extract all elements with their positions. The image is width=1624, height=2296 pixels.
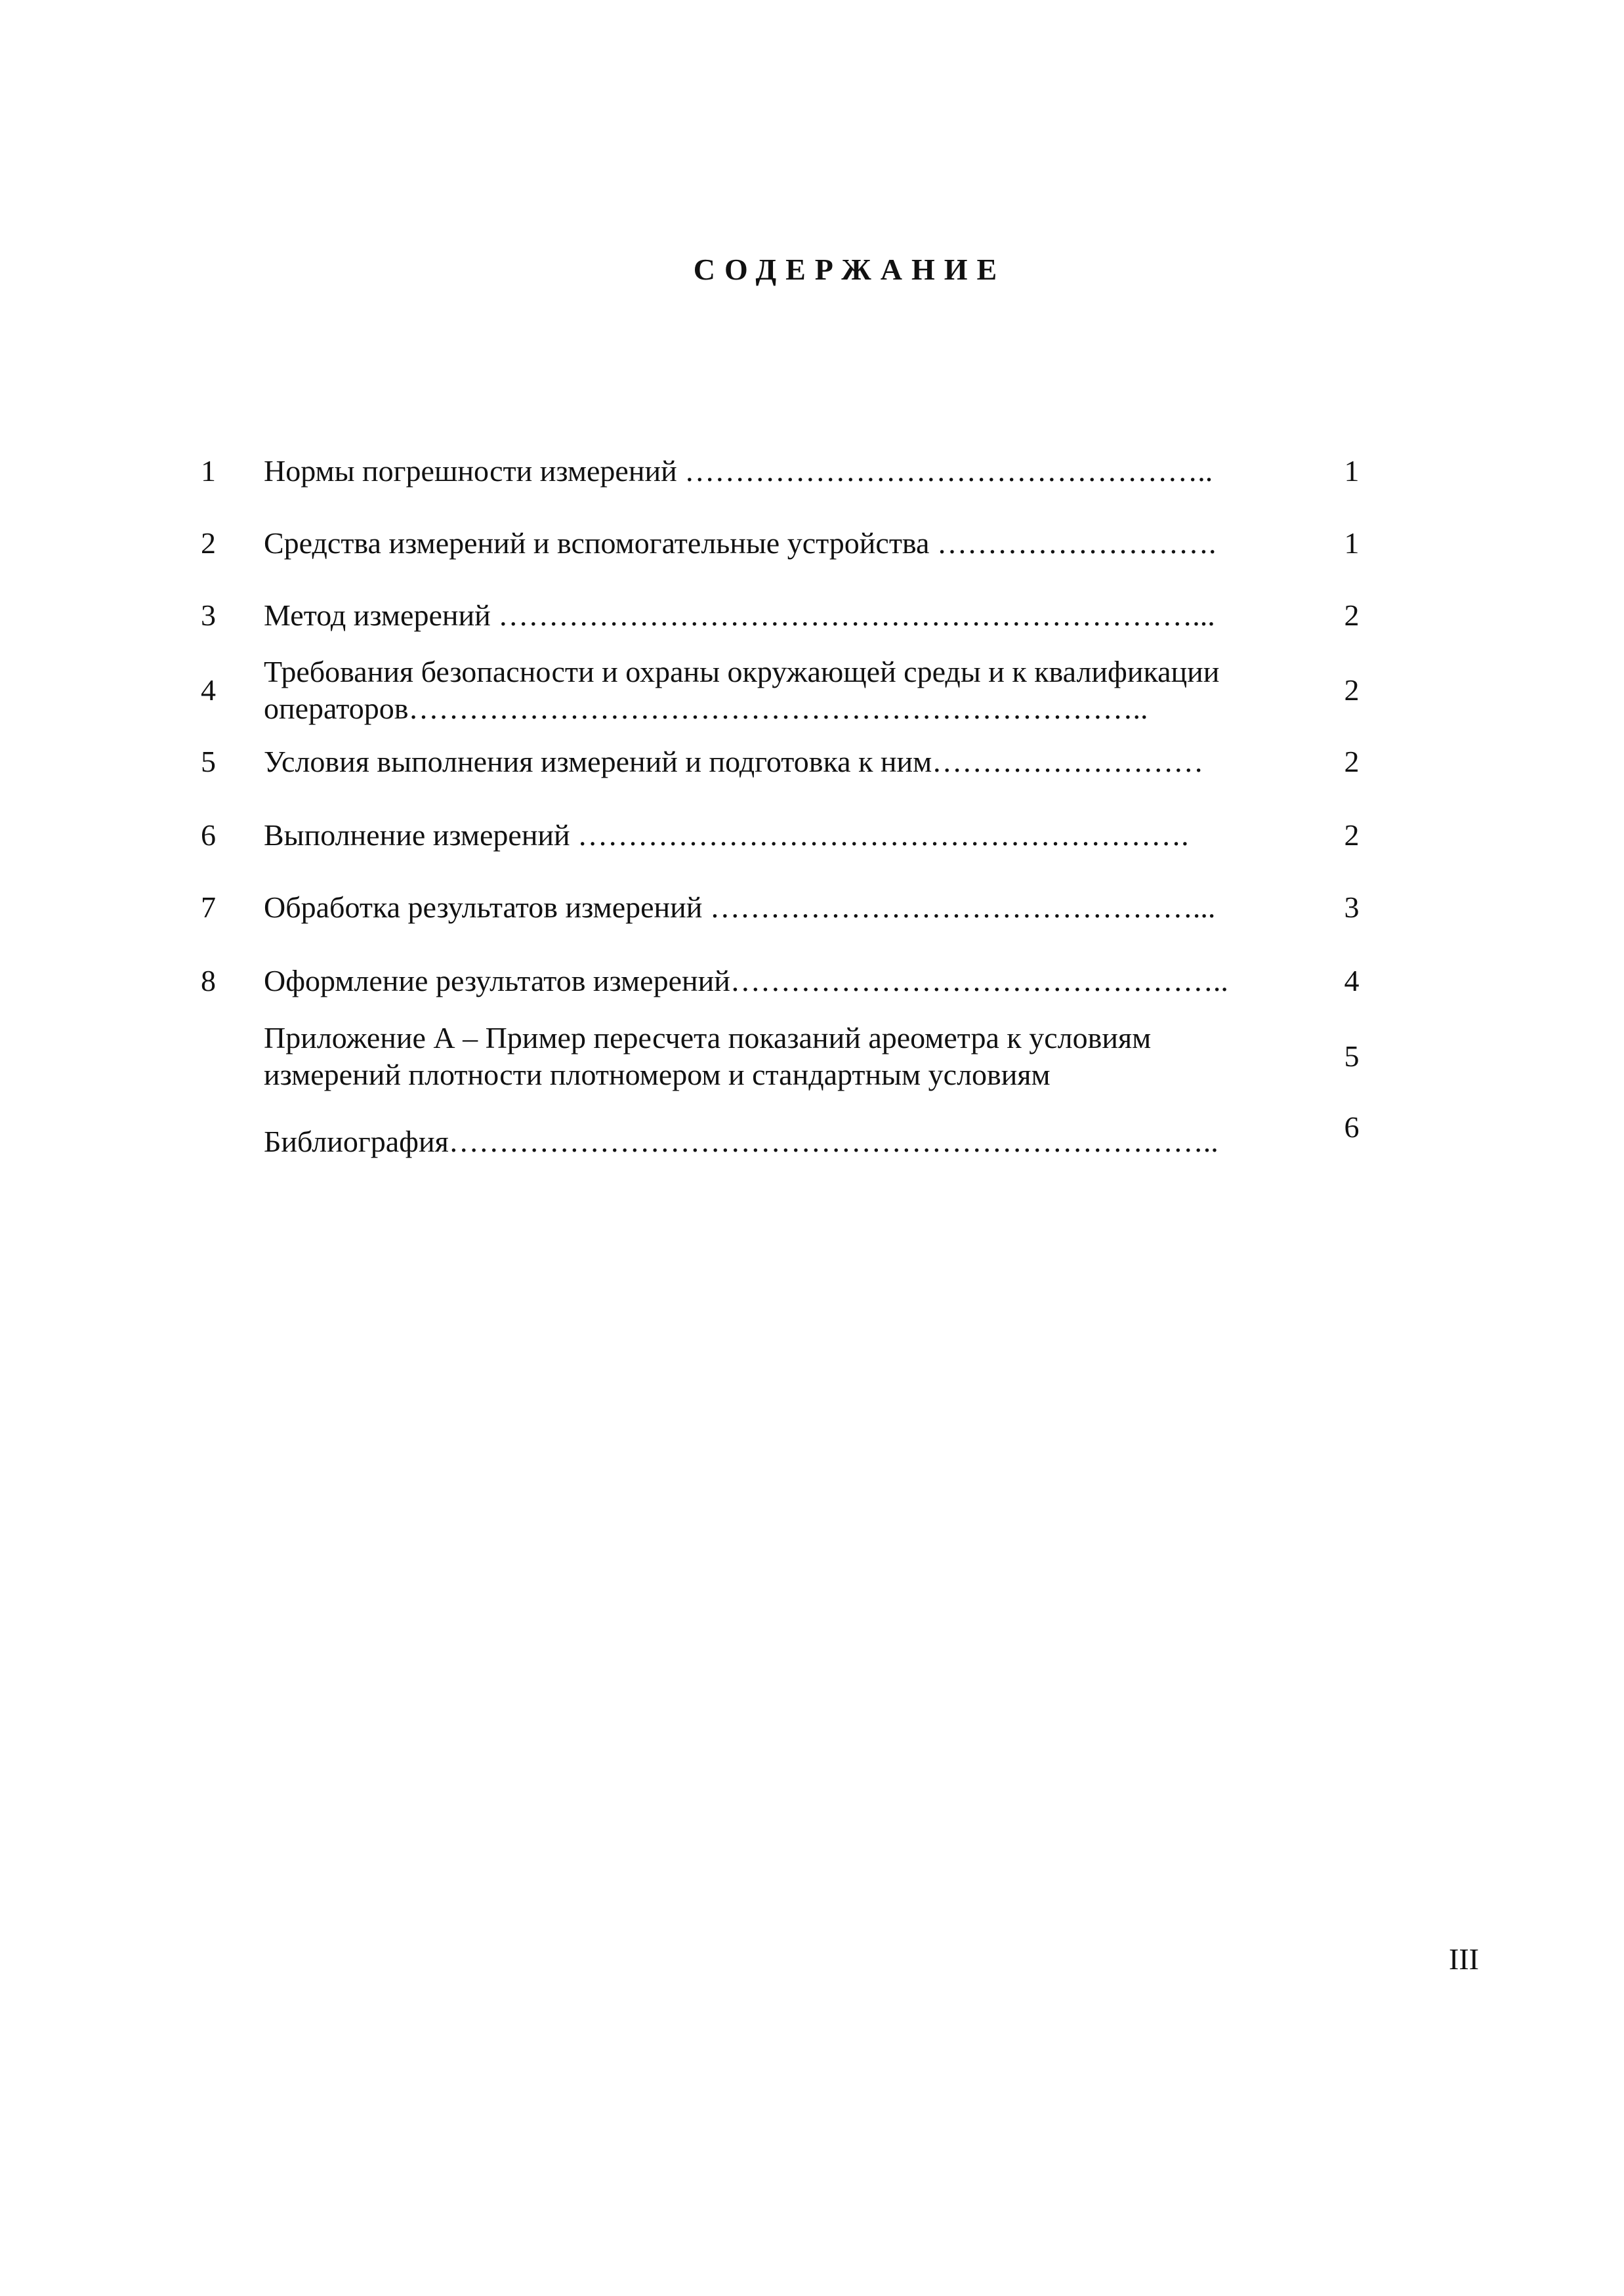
toc-entry-page: 2 [1344, 818, 1360, 852]
toc-entry-page: 2 [1344, 745, 1360, 778]
toc-entry-title-line: Библиография………………………………………………………………….. [264, 1125, 1218, 1158]
toc-entry-page: 1 [1344, 526, 1360, 560]
toc-entry-title-line: Оформление результатов измерений………………………………………….. [264, 964, 1228, 997]
toc-entry-title-line: Приложение А – Пример пересчета показаний ареометра к условиям [264, 1021, 1152, 1054]
toc-entry-title [264, 963, 1287, 999]
toc-entry-title-line: Средства измерений и вспомогательные устройства ………………………. [264, 526, 1217, 560]
toc-entry-page: 1 [1344, 454, 1360, 488]
toc-entry-title [264, 597, 1287, 634]
toc-entry-title-line: Выполнение измерений ……………………………………………………. [264, 818, 1189, 852]
toc-entry-title [264, 817, 1287, 854]
toc-entry-title-line: операторов……………………………………………………………….. [264, 692, 1148, 725]
toc-entry-title [264, 453, 1287, 490]
toc-entry-number: 7 [201, 890, 216, 924]
toc-entry-title [264, 654, 1287, 727]
toc-entry-number: 2 [201, 526, 216, 560]
toc-entry-title [264, 1020, 1287, 1093]
toc-entry-page: 6 [1344, 1110, 1360, 1144]
toc-entry-title [264, 1123, 1287, 1160]
toc-entry-number: 6 [201, 818, 216, 852]
toc-entry-title-line: Условия выполнения измерений и подготовка к ним……………………… [264, 745, 1204, 778]
page-title: СОДЕРЖАНИЕ [693, 253, 1007, 286]
toc-entry-title [264, 889, 1287, 926]
toc-entry-title-line: Нормы погрешности измерений …………………………………………….. [264, 454, 1213, 488]
toc-entry-title [264, 743, 1287, 780]
toc-entry-number: 1 [201, 454, 216, 488]
toc-entry-number: 4 [201, 673, 216, 707]
toc-entry-number: 3 [201, 598, 216, 632]
toc-entry-number: 5 [201, 745, 216, 778]
toc-entry-page: 4 [1344, 964, 1360, 997]
toc-entry-title-line: Обработка результатов измерений …………………………………………... [264, 890, 1216, 924]
toc-entry-number: 8 [201, 964, 216, 997]
toc-entry-page: 3 [1344, 890, 1360, 924]
toc-entry-page: 2 [1344, 598, 1360, 632]
toc-entry-title-line: Требования безопасности и охраны окружающей среды и к квалификации [264, 655, 1220, 688]
toc-entry-page: 2 [1344, 673, 1360, 707]
toc-entry-title [264, 525, 1287, 562]
page-folio: III [1449, 1942, 1479, 1976]
toc-entry-title-line: измерений плотности плотномером и стандартным условиям [264, 1058, 1051, 1091]
toc-entry-title-line: Метод измерений ……………………………………………………………... [264, 598, 1215, 632]
toc-entry-page: 5 [1344, 1039, 1360, 1073]
